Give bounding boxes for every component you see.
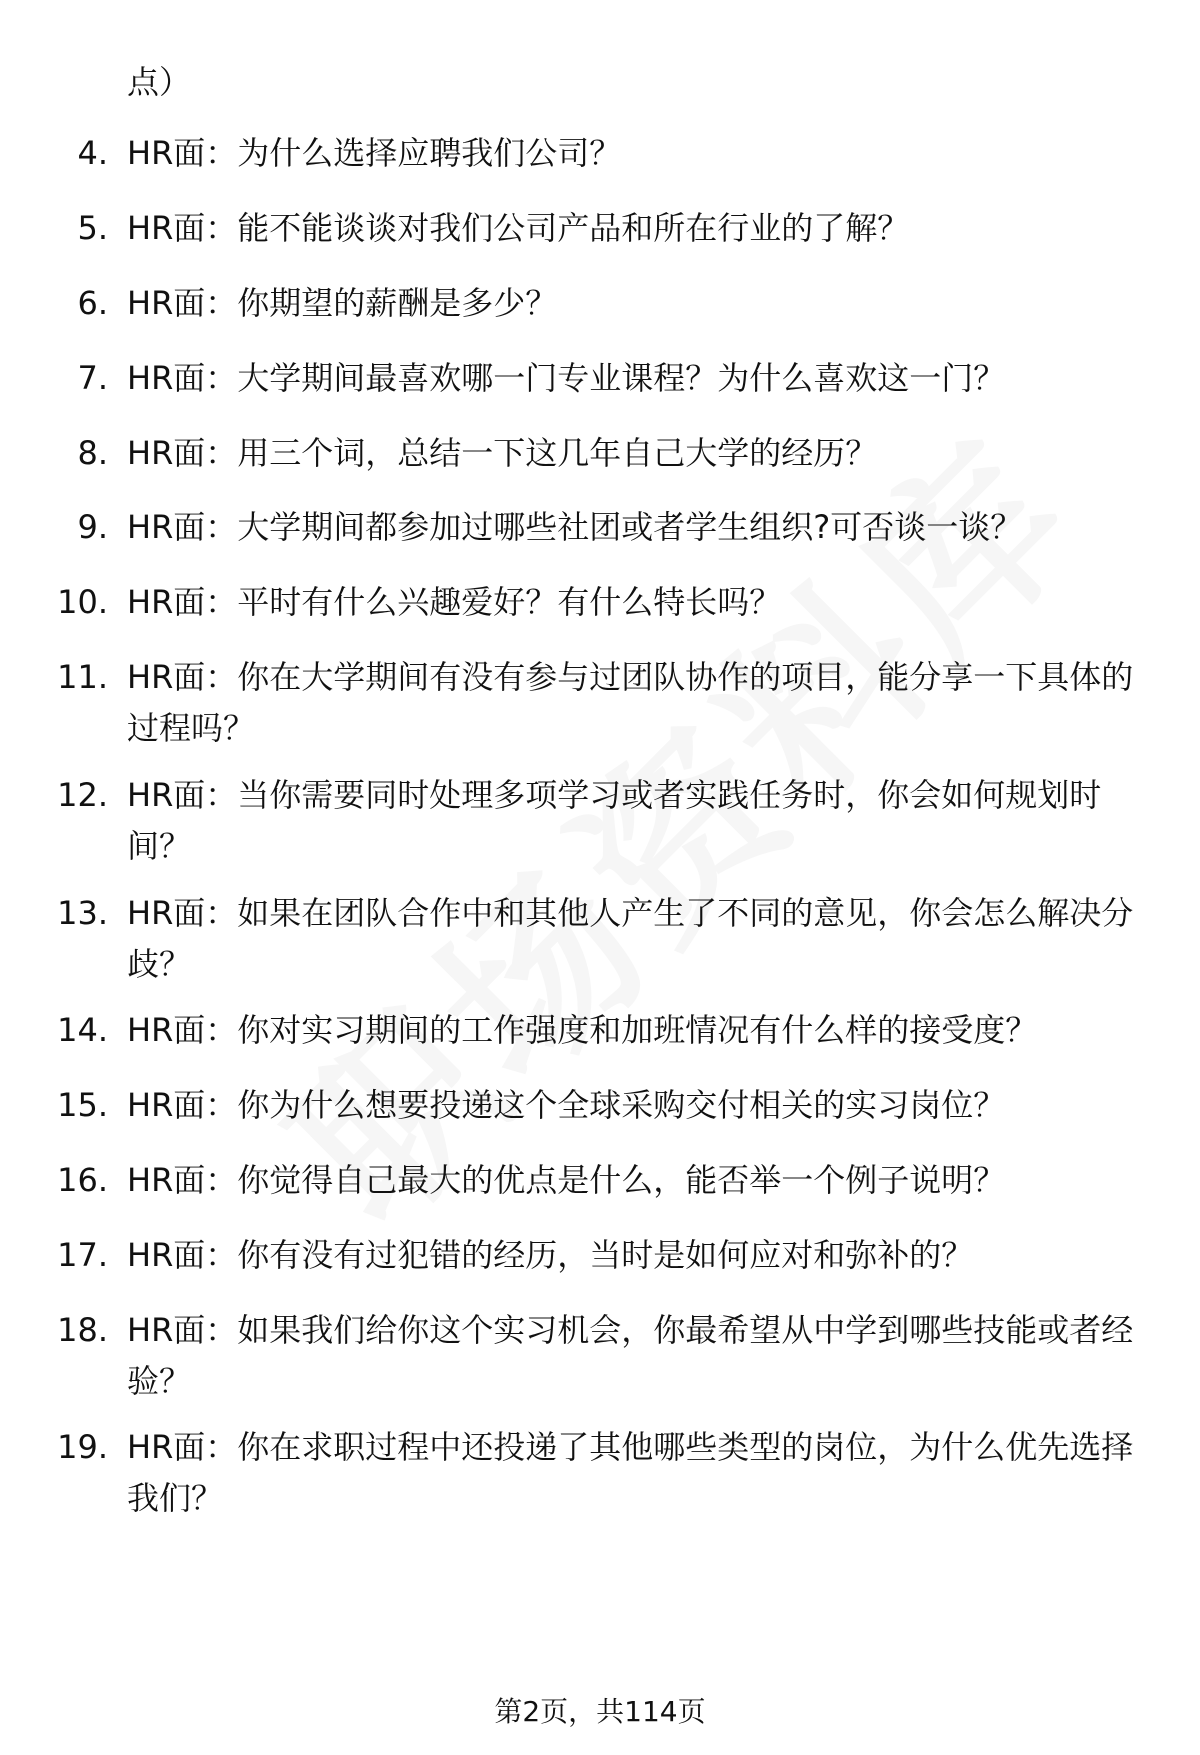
item-text: HR面：为什么选择应聘我们公司？ [127, 134, 622, 172]
item-number: 18. [57, 1311, 108, 1349]
item-number: 5. [77, 209, 108, 247]
item-text: HR面：能不能谈谈对我们公司产品和所在行业的了解？ [127, 209, 910, 247]
item-number: 11. [57, 658, 108, 696]
item-number: 16. [57, 1161, 108, 1199]
continuation-text: 点） [127, 63, 192, 101]
item-text: HR面：你觉得自己最大的优点是什么，能否举一个例子说明？ [127, 1161, 1006, 1199]
item-text: HR面：当你需要同时处理多项学习或者实践任务时，你会如何规划时间？ [127, 776, 1102, 865]
item-text: HR面：大学期间最喜欢哪一门专业课程？为什么喜欢这一门？ [127, 359, 1006, 397]
item-text: HR面：用三个词，总结一下这几年自己大学的经历？ [127, 434, 878, 472]
item-number: 8. [77, 434, 108, 472]
item-text: HR面：你期望的薪酬是多少？ [127, 284, 558, 322]
item-number: 14. [57, 1011, 108, 1049]
item-number: 4. [77, 134, 108, 172]
item-number: 12. [57, 776, 108, 814]
item-text: HR面：你有没有过犯错的经历，当时是如何应对和弥补的？ [127, 1236, 974, 1274]
item-number: 9. [77, 508, 108, 546]
item-text: HR面：你为什么想要投递这个全球采购交付相关的实习岗位？ [127, 1086, 1006, 1124]
item-number: 15. [57, 1086, 108, 1124]
item-number: 17. [57, 1236, 108, 1274]
item-text: HR面：你在求职过程中还投递了其他哪些类型的岗位，为什么优先选择我们？ [127, 1428, 1134, 1517]
item-text: HR面：如果在团队合作中和其他人产生了不同的意见，你会怎么解决分歧？ [127, 894, 1134, 983]
item-number: 10. [57, 583, 108, 621]
item-text: HR面：平时有什么兴趣爱好？有什么特长吗？ [127, 583, 782, 621]
page-footer: 第2页，共114页 [494, 1695, 706, 1728]
item-text: HR面：大学期间都参加过哪些社团或者学生组织?可否谈一谈？ [127, 508, 1023, 546]
item-number: 7. [77, 359, 108, 397]
item-text: HR面：你对实习期间的工作强度和加班情况有什么样的接受度？ [127, 1011, 1038, 1049]
item-number: 13. [57, 894, 108, 932]
item-text: HR面：如果我们给你这个实习机会，你最希望从中学到哪些技能或者经验？ [127, 1311, 1134, 1400]
item-number: 19. [57, 1428, 108, 1466]
item-number: 6. [77, 284, 108, 322]
item-text: HR面：你在大学期间有没有参与过团队协作的项目，能分享一下具体的过程吗？ [127, 658, 1134, 747]
